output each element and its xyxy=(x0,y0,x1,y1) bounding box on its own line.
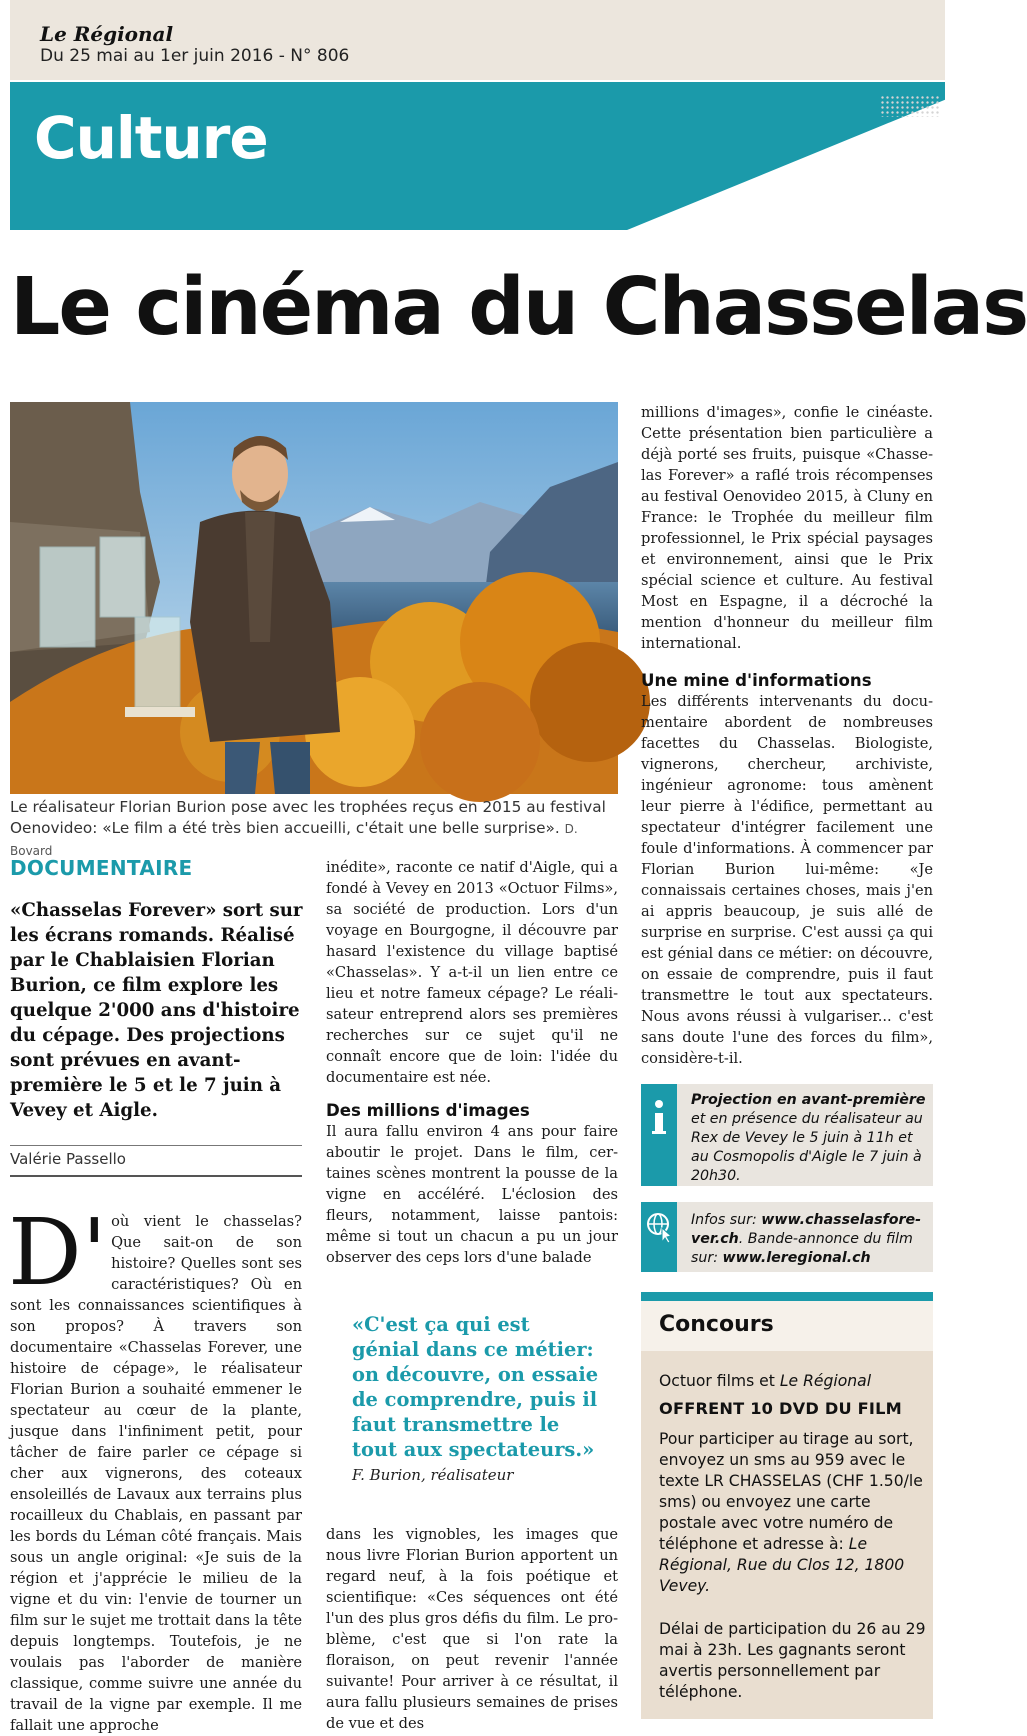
projection-details: et en présence du réalisateur au Rex de Vevey le 5 juin à 11h et au Cosmopolis d'Aigle le 7 juin à 20h30. xyxy=(691,1111,923,1184)
contest-title: Concours xyxy=(659,1312,774,1337)
body-paragraph: inédite», raconte ce natif d'Aigle, qui a fondé à Vevey en 2013 «Octuor Films», sa société de production. Lors d'un voyage en Bourgogne, il découvre par hasard l'existence du village baptisé «Chasselas». Y a-t-il un lien entre ce lieu et notre fameux cépage? Le réalisateur entreprend alors ses premières recherches sur ce sujet qu'il ne connaît encore que de loin: l'idée du documentaire est née. xyxy=(326,859,618,1086)
links-prefix: Infos sur: xyxy=(691,1212,762,1228)
projection-title: Projection en avant-première xyxy=(691,1092,926,1108)
decorative-dots xyxy=(880,95,940,117)
body-paragraph: millions d'images», confie le cinéaste. Cette présentation bien particulière a déjà porté ses fruits, puisque «Chasselas Forever» a raflé trois récompenses au festival Oenovideo 2015, à Cluny en France: le Trophée du meilleur film professionnel, le Prix spécial paysages et environnement, ainsi que le Prix spécial science et culture. Au festival Most en Espagne, il a décroché la mention d'honneur du meilleur film international. xyxy=(641,404,933,652)
photo-credit: D. Bovard xyxy=(10,822,578,858)
article-author: Valérie Passello xyxy=(10,1150,126,1168)
body-paragraph: où vient le chasselas? Que sait-on de son histoire? Quelles sont ses caractéristiques? Où en sont les connaissances scientifiques à son propos? À travers son documentaire «Chasselas Forever, une histoire de cépage», le réalisateur Florian Burion a souhaité emmener le spectateur au cœur de la plante, jusque dans l'infiniment petit, pour tâcher de faire parler ce cépage si cher aux vignerons, des coteaux ensoleillés de Lavaux aux terrains plus rocailleux du Chablais, en passant par les bords du Léman côté français. Mais sous un angle original: «Je suis de la région et j'apprécie le milieu de la vigne et du vin: l'envie de tourner un film sur le sujet me trottait dans la tête depuis longtemps. Toutefois, je ne voulais pas l'aborder de manière classique, comme suivre une année du travail de la vigne par exemple. Il me fallait une approche xyxy=(10,1213,302,1734)
contest-offer: OFFRENT 10 DVD DU FILM xyxy=(659,1399,902,1418)
contest-instructions xyxy=(659,1429,927,1597)
body-paragraph: Il aura fallu environ 4 ans pour faire aboutir le projet. Dans le film, certaines scènes montrent la pousse de la vigne en accéléré. L'éclosion des fleurs, notamment, laisse pantois: même si tout un chacun a pu un jour observer des ceps lors d'une balade xyxy=(326,1123,618,1266)
links-info-box xyxy=(641,1202,933,1272)
links-text xyxy=(691,1211,927,1268)
photo-caption xyxy=(10,797,620,862)
contest-sponsor xyxy=(659,1371,927,1392)
body-paragraph: Les différents intervenants du documentaire abordent de nombreuses facettes du Chasselas. Biologiste, vignerons, chercheur, archiviste, ingénieur agronome: tous amènent leur pierre à l'édifice, permettant au spectateur d'intégrer facilement une foule d'informations. À commencer par Florian Burion lui-même: «Je connaissais certaines choses, mais j'en ai appris beaucoup, je suis allé de surprise en surprise. C'est aussi ça qui est génial dans ce métier: on découvre, on essaie de comprendre, puis il faut transmettre le tout aux spectateurs. Nous avons réussi à vulgariser... c'est sans doute l'une des forces du film», considère-t-il. xyxy=(641,693,933,1067)
projection-text xyxy=(691,1091,927,1186)
headline: Le cinéma du Chasselas xyxy=(10,261,1027,353)
article-column-3 xyxy=(641,402,933,1069)
link-leregional[interactable]: www.leregional.ch xyxy=(722,1250,871,1266)
sponsor-text: Octuor films et xyxy=(659,1372,780,1390)
article-photo xyxy=(10,402,618,794)
links-mid: . Bande-annonce du film sur: xyxy=(691,1231,913,1266)
info-bar xyxy=(641,1084,677,1186)
contest-box xyxy=(641,1292,933,1719)
globe-cursor-icon xyxy=(641,1202,677,1272)
section-title: Culture xyxy=(34,104,268,172)
contest-address: Le Régional, Rue du Clos 12, 1800 Vevey. xyxy=(659,1535,905,1595)
article-column-2-bottom xyxy=(326,1524,618,1734)
link-chasselasforever[interactable]: www.chasselasforever.ch xyxy=(691,1212,921,1247)
publication-name: Le Régional xyxy=(40,22,174,46)
info-icon xyxy=(641,1084,677,1186)
caption-text: Le réalisateur Florian Burion pose avec les trophées reçus en 2015 au festival Oenovideo: «Le film a été très bien accueilli, c'était une belle surprise». xyxy=(10,798,606,837)
pull-quote: «C'est ça qui est génial dans ce métier: on découvre, on essaie de comprendre, puis il faut transmettre le tout aux spectateurs.» xyxy=(352,1313,599,1461)
divider xyxy=(10,1145,302,1146)
contest-title-bar xyxy=(641,1301,933,1351)
projection-info-box xyxy=(641,1084,933,1186)
article-column-1 xyxy=(8,1199,302,1736)
divider xyxy=(10,1175,302,1177)
article-kicker: DOCUMENTAIRE xyxy=(10,856,193,880)
drop-cap: D' xyxy=(8,1199,108,1306)
article-column-2-top xyxy=(326,857,618,1268)
body-paragraph: dans les vignobles, les images que nous livre Florian Burion apportent un regard neuf, à la fois poétique et scientifique: «Ces séquences ont été l'un des plus gros défis du film. Le problème, c'est que si l'on rate la floraison, on peut revenir l'année suivante! Pour arriver à ce résultat, il aura fallu plusieurs semaines de prises de vue et des xyxy=(326,1526,618,1732)
subheading: Des millions d'images xyxy=(326,1101,530,1120)
subheading: Une mine d'informations xyxy=(641,671,872,690)
photo-illustration xyxy=(10,402,618,794)
article-lead: «Chasselas Forever» sort sur les écrans romands. Réalisé par le Chablaisien Florian Burion, ce film explore les quelque 2'000 ans d'histoire du cépage. Des projections sont prévues en avant-première le 5 et le 7 juin à Vevey et Aigle. xyxy=(10,900,303,1121)
pull-quote-author: F. Burion, réalisateur xyxy=(352,1466,514,1484)
contest-deadline: Délai de participation du 26 au 29 mai à 23h. Les gagnants seront avertis personnellement par téléphone. xyxy=(659,1620,926,1701)
web-bar xyxy=(641,1202,677,1272)
contest-body: Pour participer au tirage au sort, envoyez un sms au 959 avec le texte LR CHASSELAS (CHF 1.50/le sms) ou envoyez une carte postale avec votre numéro de téléphone et adresse à: xyxy=(659,1430,923,1553)
issue-date: Du 25 mai au 1er juin 2016 - N° 806 xyxy=(40,46,350,66)
sponsor-publication: Le Régional xyxy=(779,1372,872,1390)
